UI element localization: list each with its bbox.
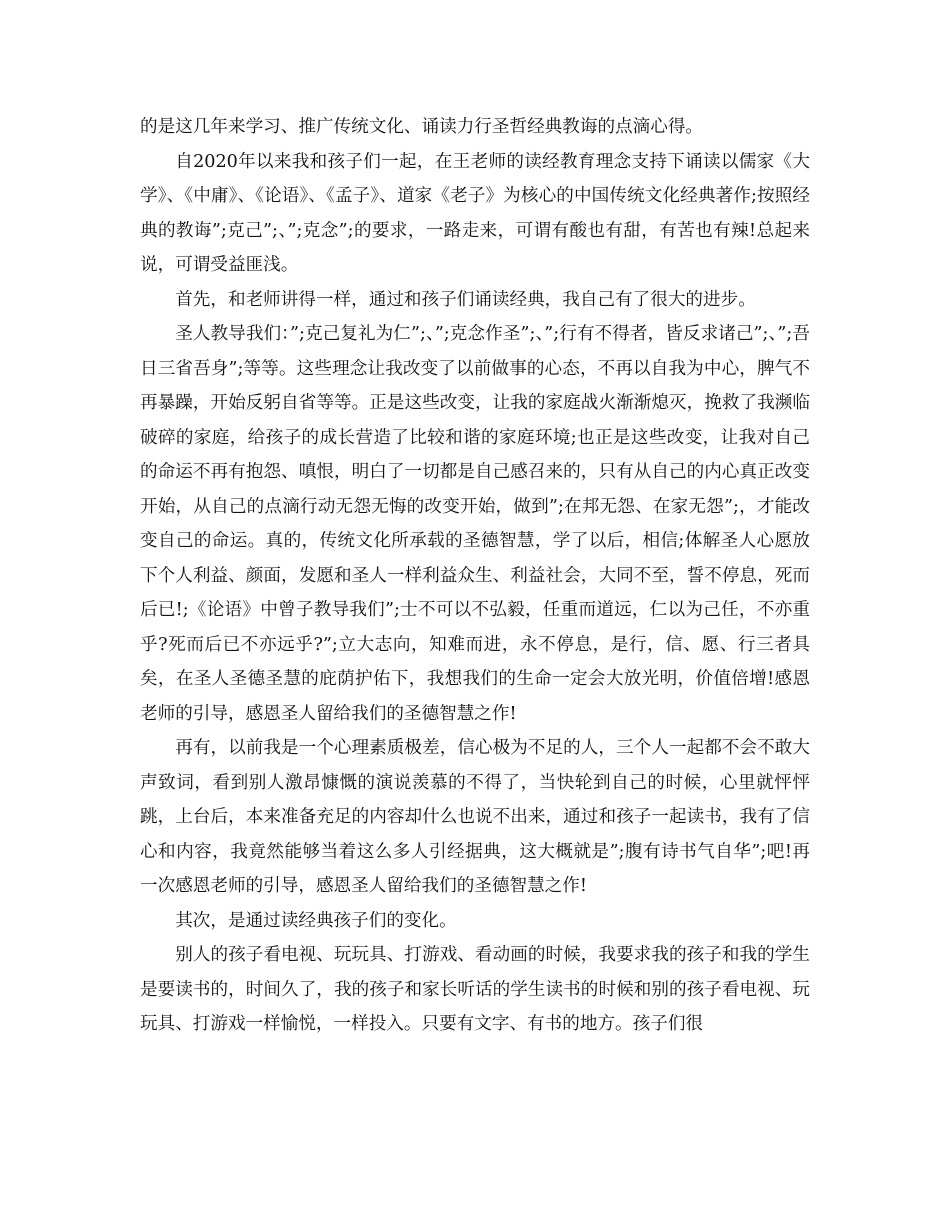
paragraph-continuation: 的是这几年来学习、推广传统文化、诵读力行圣哲经典教诲的点滴心得。 <box>140 117 704 137</box>
document-body <box>140 110 810 1042</box>
paragraph-second-children: 其次，是通过读经典孩子们的变化。 <box>175 910 457 931</box>
paragraph-first-progress: 首先，和老师讲得一样，通过和孩子们诵读经典，我自己有了很大的进步。 <box>175 289 756 310</box>
paragraph-confidence: 再有，以前我是一个心理素质极差，信心极为不足的人，三个人一起都不会不敢大声致词，看到别人激昂慷慨的演说羡慕的不得了，当快轮到自己的时候，心里就怦怦跳，上台后，本来准备充足的内容却什么也说不出来，通过和孩子一起读书，我有了信心和内容，我竟然能够当着这么多人引经据典，这大概就是”;腹有诗书气自华”;吧!再一次感恩老师的引导，感恩圣人留给我们的圣德智慧之作! <box>140 738 810 896</box>
paragraph-since-2020: 自2020年以来我和孩子们一起，在王老师的读经教育理念支持下诵读以儒家《大学》、《中庸》、《论语》、《孟子》、道家《老子》为核心的中国传统文化经典著作;按照经典的教诲”;克己”;、”;克念”;的要求，一路走来，可谓有酸也有甜，有苦也有辣!总起来说，可谓受益匪浅。 <box>140 151 810 275</box>
paragraph-children-reading: 别人的孩子看电视、玩玩具、打游戏、看动画的时候，我要求我的孩子和我的学生是要读书的，时间久了，我的孩子和家长听话的学生读书的时候和别的孩子看电视、玩玩具、打游戏一样愉悦，一样投入。只要有文字、有书的地方。孩子们很 <box>140 945 810 1034</box>
paragraph-sage-teachings: 圣人教导我们：”;克己复礼为仁”;、”;克念作圣”;、”;行有不得者，皆反求诸己”;、”;吾日三省吾身”;等等。这些理念让我改变了以前做事的心态，不再以自我为中心，脾气不再暴躁，开始反躬自省等等。正是这些改变，让我的家庭战火渐渐熄灭，挽救了我濒临破碎的家庭，给孩子的成长营造了比较和谐的家庭环境;也正是这些改变，让我对自己的命运不再有抱怨、嗔恨，明白了一切都是自己感召来的，只有从自己的内心真正改变开始，从自己的点滴行动无怨无悔的改变开始，做到”;在邦无怨、在家无怨”;，才能改变自己的命运。真的，传统文化所承载的圣德智慧，学了以后，相信;体解圣人心愿放下个人利益、颜面，发愿和圣人一样利益众生、利益社会，大同不至，誓不停息，死而后已!;《论语》中曾子教导我们”;士不可以不弘毅，任重而道远，仁以为己任，不亦重乎?死而后已不亦远乎?”;立大志向，知难而进，永不停息，是行，信、愿、行三者具矣，在圣人圣德圣慧的庇荫护佑下，我想我们的生命一定会大放光明，价值倍增!感恩老师的引导，感恩圣人留给我们的圣德智慧之作! <box>140 324 810 724</box>
